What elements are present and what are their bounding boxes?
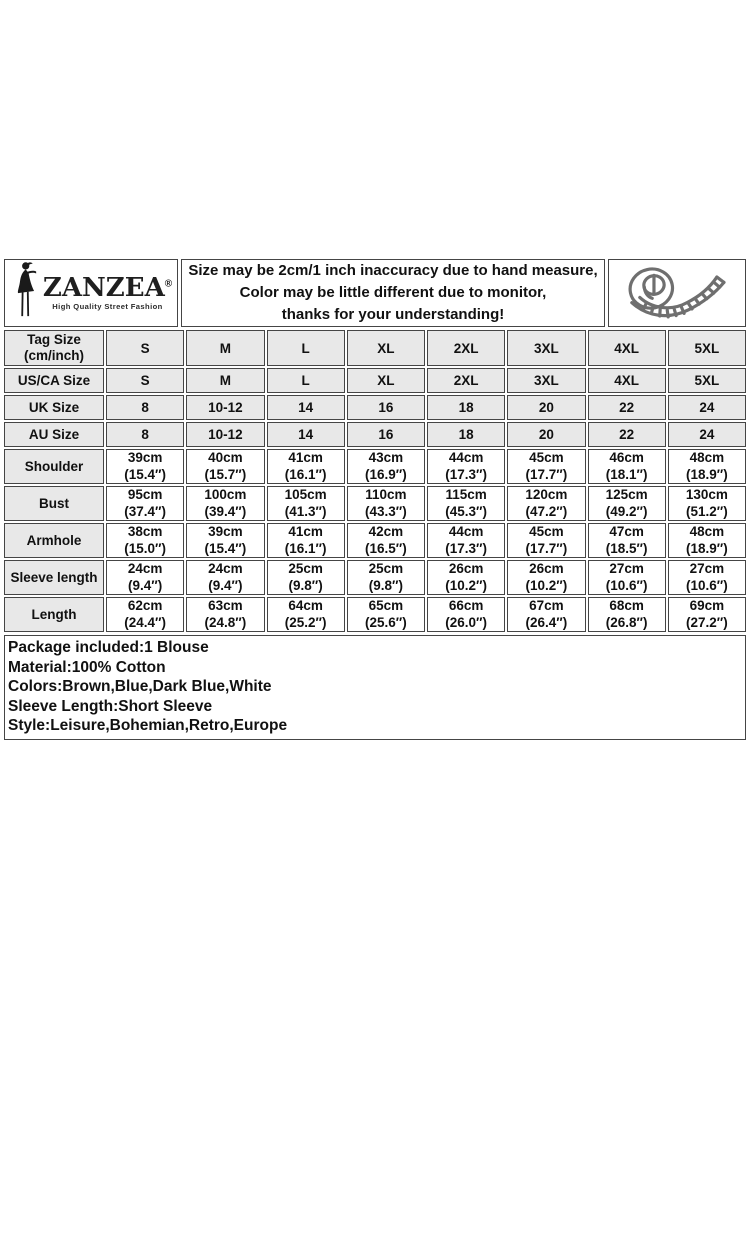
measure-cell [347,597,425,632]
measure-cell [267,523,345,558]
row-label-cell: Bust [4,486,104,521]
measure-cm: 46cm [609,450,644,465]
size-cell: 5XL [668,330,746,366]
size-cell: 8 [106,395,184,420]
measure-cm: 95cm [127,487,163,502]
measure-cm: 125cm [605,487,648,502]
size-cell: 24 [668,395,746,420]
measure-cell [347,523,425,558]
measure-cm: 42cm [368,524,404,539]
measure-cm: 45cm [529,524,564,539]
measure-cell [588,449,666,484]
measure-cm: 40cm [208,450,243,465]
measure-cm: 39cm [127,450,163,465]
measure-cm: 130cm [685,487,728,502]
table-row [4,523,746,558]
measure-cell [427,486,505,521]
measure-cell [267,486,345,521]
size-cell: 22 [588,422,666,447]
size-cell: L [267,368,345,393]
row-label-cell: US/CA Size [4,368,104,393]
size-cell: 22 [588,395,666,420]
measure-inches: (17.7″) [525,540,568,556]
measure-cell [347,486,425,521]
size-cell: 16 [347,422,425,447]
table-row [4,368,746,393]
measure-cell [106,523,184,558]
size-cell: 18 [427,395,505,420]
row-label-cell: Sleeve length [4,560,104,595]
measure-cell [347,449,425,484]
measure-cell [507,597,585,632]
measure-cell [427,560,505,595]
measure-cm: 26cm [529,561,564,576]
measure-cm: 41cm [288,450,323,465]
size-cell: S [106,368,184,393]
measure-inches: (24.4″) [124,614,166,630]
measure-cm: 24cm [208,561,243,576]
measure-cell [507,486,585,521]
detail-line: Material:100% Cotton [8,658,166,676]
measure-inches: (17.7″) [525,466,568,482]
measure-cell [427,597,505,632]
measure-inches: (45.3″) [445,503,487,519]
measure-cm: 67cm [529,598,564,613]
size-chart-table [2,328,748,634]
size-cell: 20 [507,422,585,447]
size-cell: 14 [267,395,345,420]
measure-cm: 25cm [288,561,323,576]
measure-inches: (49.2″) [605,503,648,519]
measure-cm: 62cm [127,598,163,613]
measure-cell [588,597,666,632]
measure-cm: 27cm [689,561,725,576]
table-row [4,422,746,447]
measure-inches: (18.9″) [686,540,728,556]
measure-cm: 24cm [127,561,163,576]
measure-cm: 26cm [448,561,484,576]
size-cell: 20 [507,395,585,420]
size-cell: 18 [427,422,505,447]
measure-cell [668,597,746,632]
size-cell: XL [347,330,425,366]
measure-cell [507,560,585,595]
measure-inches: (26.0″) [445,614,487,630]
measure-cell [668,449,746,484]
measure-cell [186,597,264,632]
measure-inches: (10.2″) [525,577,568,593]
measure-inches: (25.6″) [365,614,407,630]
measure-inches: (18.9″) [686,466,728,482]
size-cell: XL [347,368,425,393]
measure-cell [347,560,425,595]
row-label-cell: Shoulder [4,449,104,484]
measure-cm: 38cm [127,524,163,539]
measure-cell [588,523,666,558]
size-cell: 14 [267,422,345,447]
measure-inches: (51.2″) [686,503,728,519]
size-cell: 10-12 [186,395,264,420]
header-band [4,259,746,327]
brand-logo [4,259,178,327]
measure-cm: 45cm [529,450,564,465]
measure-cell [427,449,505,484]
measure-cell [106,449,184,484]
measure-inches: (16.1″) [284,540,327,556]
measure-inches: (16.9″) [365,466,407,482]
measure-cm: 68cm [609,598,644,613]
size-cell: 5XL [668,368,746,393]
measure-inches: (10.6″) [686,577,728,593]
detail-line: Style:Leisure,Bohemian,Retro,Europe [8,717,288,735]
brand-name: ZANZEA® [42,273,173,304]
measure-inches: (16.1″) [284,466,327,482]
measure-cell [507,523,585,558]
measure-inches: (16.5″) [365,540,407,556]
measure-inches: (17.3″) [445,540,487,556]
measure-inches: (15.4″) [204,540,247,556]
measure-inches: (27.2″) [686,614,728,630]
size-cell: M [186,330,264,366]
measure-cm: 44cm [448,450,484,465]
tape-measure-icon [608,259,746,327]
measure-cm: 47cm [609,524,644,539]
row-label-line: (cm/inch) [23,348,84,363]
measure-cm: 105cm [284,487,327,502]
row-label-cell: Armhole [4,523,104,558]
measure-cm: 66cm [448,598,484,613]
size-cell: 16 [347,395,425,420]
measure-inches: (9.4″) [208,577,243,593]
size-cell: 4XL [588,330,666,366]
row-label-cell: AU Size [4,422,104,447]
measure-cm: 25cm [368,561,404,576]
size-cell: S [106,330,184,366]
measure-inches: (39.4″) [204,503,247,519]
measure-cm: 27cm [609,561,644,576]
measure-cm: 64cm [288,598,323,613]
size-notice [181,259,605,327]
measure-cell [106,560,184,595]
size-chart-body [4,330,746,632]
notice-line: Size may be 2cm/1 inch inaccuracy due to hand measure, [188,262,598,279]
measure-inches: (10.2″) [445,577,487,593]
measure-cell [588,486,666,521]
row-label-cell: Length [4,597,104,632]
measure-inches: (18.5″) [605,540,648,556]
brand-wordmark [43,275,172,311]
table-row [4,486,746,521]
size-cell: 2XL [427,368,505,393]
measure-cell [186,449,264,484]
measure-inches: (41.3″) [284,503,327,519]
measure-cell [427,523,505,558]
measure-cell [507,449,585,484]
measure-cell [267,560,345,595]
measure-cm: 110cm [365,487,407,502]
measure-inches: (18.1″) [605,466,648,482]
measure-cell [668,486,746,521]
table-row [4,449,746,484]
measure-inches: (25.2″) [284,614,327,630]
measure-inches: (26.8″) [605,614,648,630]
notice-line: thanks for your understanding! [281,306,505,323]
detail-line: Sleeve Length:Short Sleeve [8,697,213,715]
measure-inches: (15.4″) [124,466,166,482]
measure-cm: 44cm [448,524,484,539]
fashion-figure-icon [10,261,40,326]
measure-cm: 63cm [208,598,243,613]
measure-inches: (9.8″) [288,577,323,593]
measure-cm: 43cm [368,450,404,465]
measure-cell [186,560,264,595]
measure-cm: 65cm [368,598,404,613]
measure-inches: (9.8″) [368,577,403,593]
table-row [4,330,746,366]
measure-cm: 69cm [689,598,725,613]
measure-cm: 41cm [288,524,323,539]
measure-cell [267,449,345,484]
measure-cm: 39cm [208,524,243,539]
measure-cm: 48cm [689,524,725,539]
table-row [4,597,746,632]
measure-inches: (43.3″) [365,503,407,519]
product-details [4,635,746,740]
measure-inches: (15.0″) [124,540,166,556]
table-row [4,395,746,420]
measure-inches: (37.4″) [124,503,166,519]
size-cell: 8 [106,422,184,447]
measure-cell [668,560,746,595]
measure-cell [588,560,666,595]
table-row [4,560,746,595]
detail-line: Colors:Brown,Blue,Dark Blue,White [8,678,272,696]
registered-mark: ® [164,278,173,290]
measure-inches: (17.3″) [445,466,487,482]
row-label-line: Tag Size [27,332,81,347]
row-label-cell [4,330,104,366]
row-label-cell: UK Size [4,395,104,420]
size-cell: M [186,368,264,393]
measure-cell [106,597,184,632]
detail-line: Package included:1 Blouse [8,639,209,656]
measure-cm: 100cm [204,487,247,502]
size-cell: 3XL [507,368,585,393]
measure-cm: 115cm [445,487,487,502]
measure-cell [267,597,345,632]
measure-inches: (47.2″) [525,503,568,519]
measure-inches: (9.4″) [128,577,163,593]
size-cell: 4XL [588,368,666,393]
measure-inches: (26.4″) [525,614,568,630]
measure-inches: (24.8″) [204,614,247,630]
measure-inches: (15.7″) [204,466,247,482]
measure-cell [106,486,184,521]
size-cell: 24 [668,422,746,447]
size-cell: 3XL [507,330,585,366]
measure-cell [186,523,264,558]
measure-cell [186,486,264,521]
size-cell: 10-12 [186,422,264,447]
size-cell: L [267,330,345,366]
measure-cm: 48cm [689,450,725,465]
brand-tagline: High Quality Street Fashion [52,302,163,312]
measure-cell [668,523,746,558]
measure-cm: 120cm [525,487,568,502]
size-cell: 2XL [427,330,505,366]
measure-inches: (10.6″) [605,577,648,593]
size-chart-sheet [4,259,746,740]
notice-line: Color may be little different due to monitor, [239,284,547,301]
